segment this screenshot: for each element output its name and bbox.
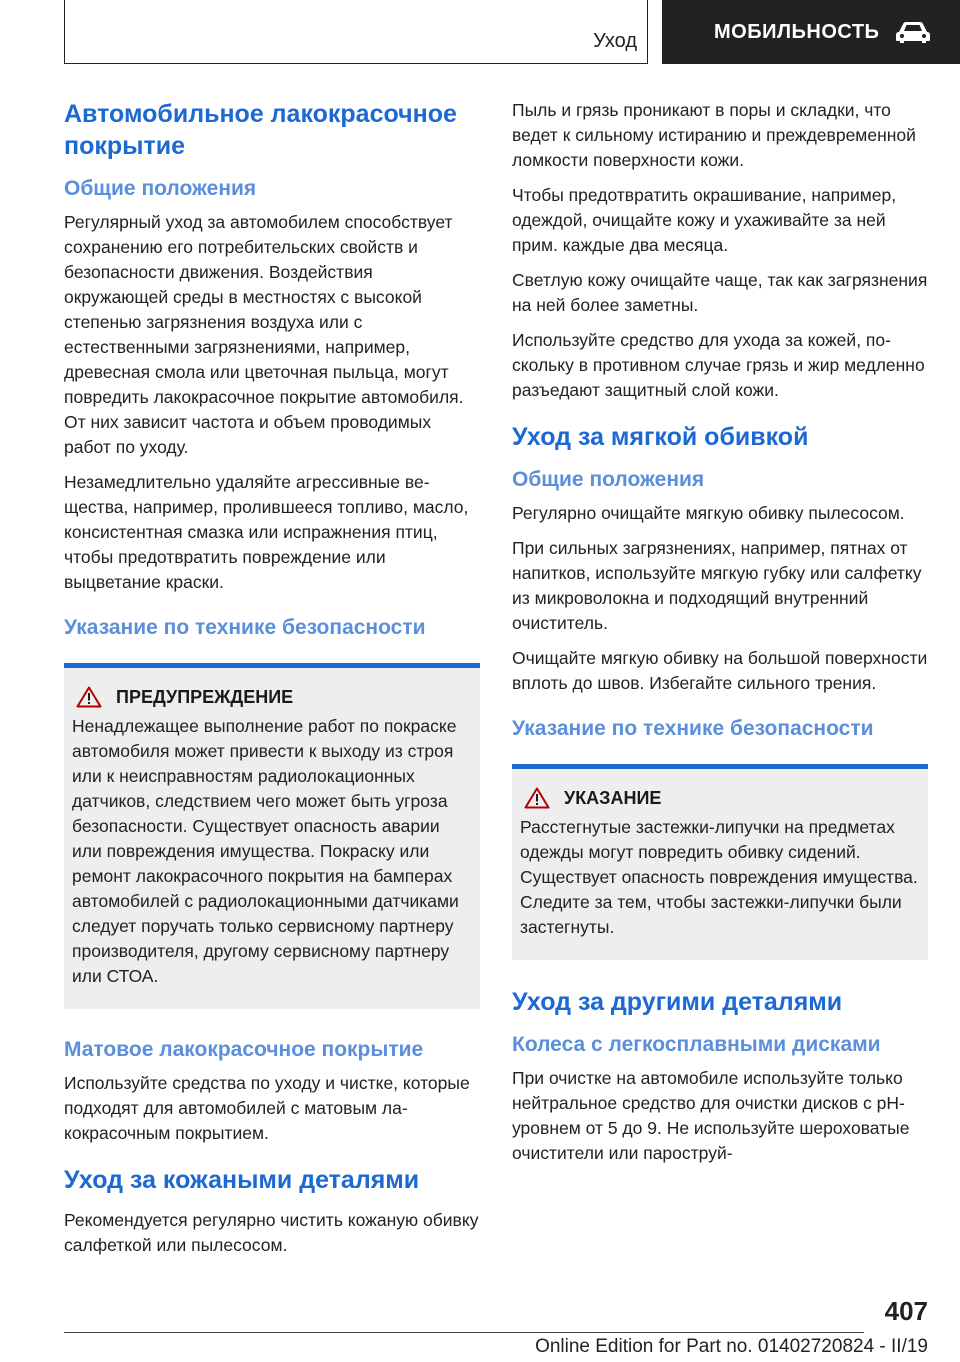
paragraph: Используйте средства по уходу и чистке, которые подходят для автомобилей с матовым лакокрасочным покрытием. xyxy=(64,1073,470,1143)
left-column xyxy=(64,98,480,1268)
subheading-general: Общие положения xyxy=(64,177,257,200)
subheading-matte: Матовое лакокрасочное покрытие xyxy=(64,1038,424,1061)
subheading-safety: Указание по технике безопасности xyxy=(512,717,874,740)
paragraph: Используйте средство для ухода за кожей, поскольку в противном случае грязь и жир медленно разъедают защитный слой кожи. xyxy=(512,330,925,400)
heading-other-parts: Уход за другими деталями xyxy=(512,988,843,1016)
warning-text: Ненадлежащее выполнение работ по покраске автомобиля может привести к выходу из строя или к неисправностям радиолокационных датчиков, следствием чего может быть угроза безопасности. Существует опасность аварии или повреждения имущества. Покраску или ремонт лакокрасочного покрытия на бамперах автомобилей с радиолокационными датчиками следует поручать только сервисному партнеру производителя, другому сервисному партнеру или СТОА. xyxy=(72,716,459,986)
paragraph: Рекомендуется регулярно чистить кожаную обивку салфеткой или пылесосом. xyxy=(64,1210,479,1255)
notice-box xyxy=(512,764,928,960)
car-icon xyxy=(893,20,933,44)
paragraph: Незамедлительно удаляйте агрессивные вещества, например, пролившееся топливо, масло, консистентная смазка или испражнения птиц, чтобы предотвратить повреждение или выцветание краски. xyxy=(64,472,469,592)
right-column xyxy=(512,98,928,1176)
header-section-title: Уход xyxy=(593,30,637,52)
footer-divider xyxy=(64,1332,864,1333)
notice-text: Расстегнутые застежки-липучки на предметах одежды могут повредить обивку сидений. Существует опасность повреждения имущества. Следите за тем, чтобы застежки-липучки были застегнуты. xyxy=(520,817,918,937)
notice-header xyxy=(520,787,920,809)
paragraph: Пыль и грязь проникают в поры и складки, что ведет к сильному истиранию и преждевременной ломкости поверхности кожи. xyxy=(512,100,916,170)
notice-triangle-icon xyxy=(524,787,550,809)
paragraph: При очистке на автомобиле используйте только нейтральное средство для очистки дисков с pH-уровнем от 5 до 9. Не используйте шероховатые очистители или пароструй- xyxy=(512,1068,910,1163)
notice-title: УКАЗАНИЕ xyxy=(564,787,662,808)
subheading-safety: Указание по технике безопасности xyxy=(64,616,426,639)
paragraph: Регулярный уход за автомобилем способствует сохранению его потребительских свойств и безопасности движения. Воздействия окружающей среды в местностях с высокой степенью загрязнения воздуха или с естественными загрязнениями, например, древесная смола или цветочная пыльца, могут повредить лакокрасочное покрытие автомобиля. От них зависит частота и объем проводимых работ по уходу. xyxy=(64,212,464,457)
header-chapter-title: МОБИЛЬНОСТЬ xyxy=(714,20,880,43)
header-section-box xyxy=(64,0,648,64)
warning-box xyxy=(64,663,480,1009)
subheading-general: Общие положения xyxy=(512,468,705,491)
warning-title: ПРЕДУПРЕЖДЕНИЕ xyxy=(116,686,294,707)
edition-text: Online Edition for Part no. 01402720824 - II/19 xyxy=(535,1336,928,1357)
heading-paint: Автомобильное лакокрасочное покрытие xyxy=(64,100,457,160)
paragraph: Светлую кожу очищайте чаще, так как загрязнения на ней более заметны. xyxy=(512,270,928,315)
warning-header xyxy=(72,686,472,708)
header-chapter-tab xyxy=(662,0,960,64)
paragraph: Регулярно очищайте мягкую обивку пылесосом. xyxy=(512,503,905,523)
heading-leather: Уход за кожаными деталями xyxy=(64,1166,420,1194)
heading-upholstery: Уход за мягкой обивкой xyxy=(512,423,809,451)
subheading-wheels: Колеса с легкосплавными дисками xyxy=(512,1033,881,1056)
warning-triangle-icon xyxy=(76,686,102,708)
paragraph: Очищайте мягкую обивку на большой поверхности вплоть до швов. Избегайте сильного трения. xyxy=(512,648,928,693)
paragraph: Чтобы предотвратить окрашивание, например, одеждой, очищайте кожу и ухаживайте за ней прим. каждые два месяца. xyxy=(512,185,897,255)
paragraph: При сильных загрязнениях, например, пятнах от напитков, используйте мягкую губку или салфетку из микроволокна и подходящий внутренний очиститель. xyxy=(512,538,922,633)
page-number: 407 xyxy=(884,1296,928,1326)
